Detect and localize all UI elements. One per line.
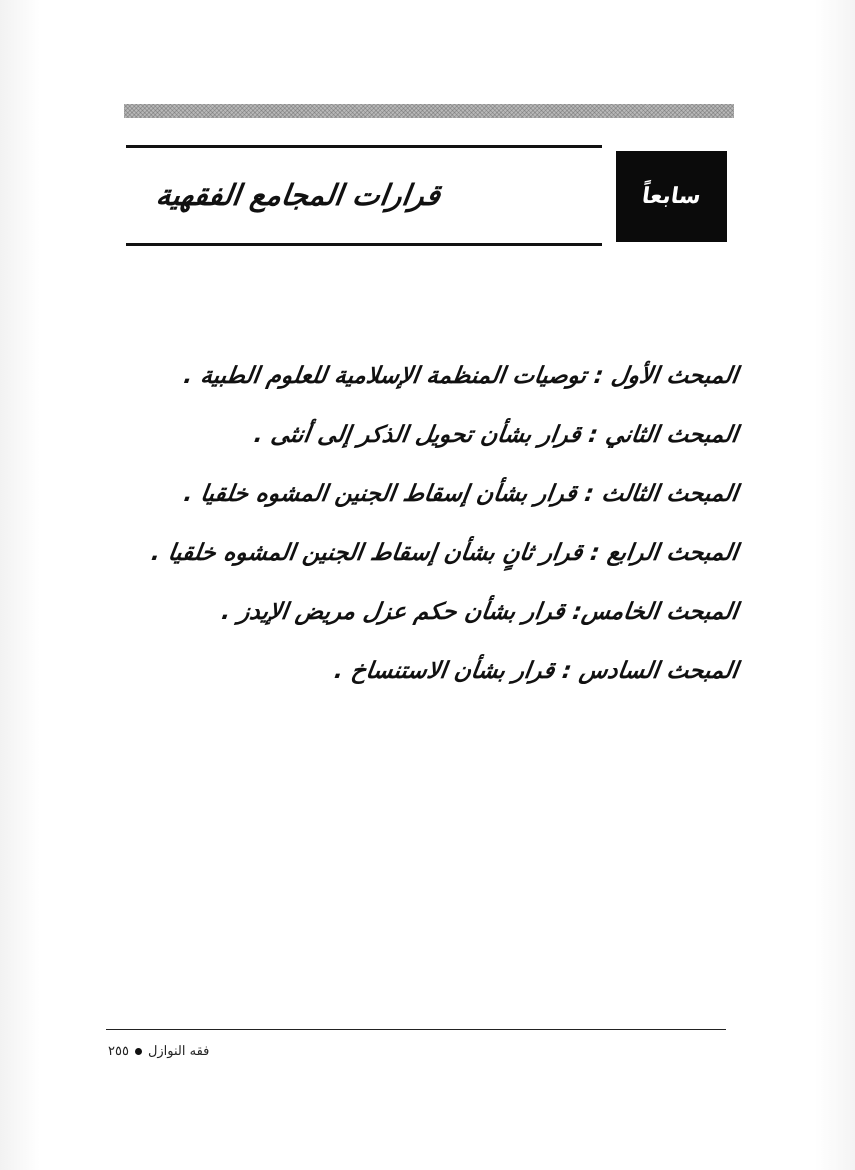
topic-item: المبحث الثاني : قرار بشأن تحويل الذكر إلى أنثى . <box>252 422 740 448</box>
topic-item: المبحث الرابع : قرار ثانٍ بشأن إسقاط الجنين المشوه خلقيا . <box>149 540 740 566</box>
chapter-number-label: سابعاً <box>640 184 703 209</box>
topics-list <box>137 352 740 706</box>
footer-book-title: فقه النوازل <box>147 1044 210 1059</box>
chapter-title: قرارات المجامع الفقهية <box>154 178 443 212</box>
footer-rule <box>106 1029 726 1030</box>
topic-item: المبحث الأول : توصيات المنظمة الإسلامية للعلوم الطبية . <box>181 363 740 389</box>
chapter-number-box <box>616 151 727 242</box>
topic-item: المبحث الثالث : قرار بشأن إسقاط الجنين المشوه خلقيا . <box>182 481 740 507</box>
topic-item: المبحث الخامس: قرار بشأن حكم عزل مريض الإيدز . <box>219 599 740 625</box>
page-number: ٢٥٥ <box>108 1044 129 1059</box>
bullet-icon <box>135 1048 142 1055</box>
header-rule-top <box>126 145 602 148</box>
page-footer <box>108 1044 308 1059</box>
decorative-band <box>124 104 734 118</box>
header-rule-bottom <box>126 243 602 246</box>
topic-item: المبحث السادس : قرار بشأن الاستنساخ . <box>332 658 740 684</box>
